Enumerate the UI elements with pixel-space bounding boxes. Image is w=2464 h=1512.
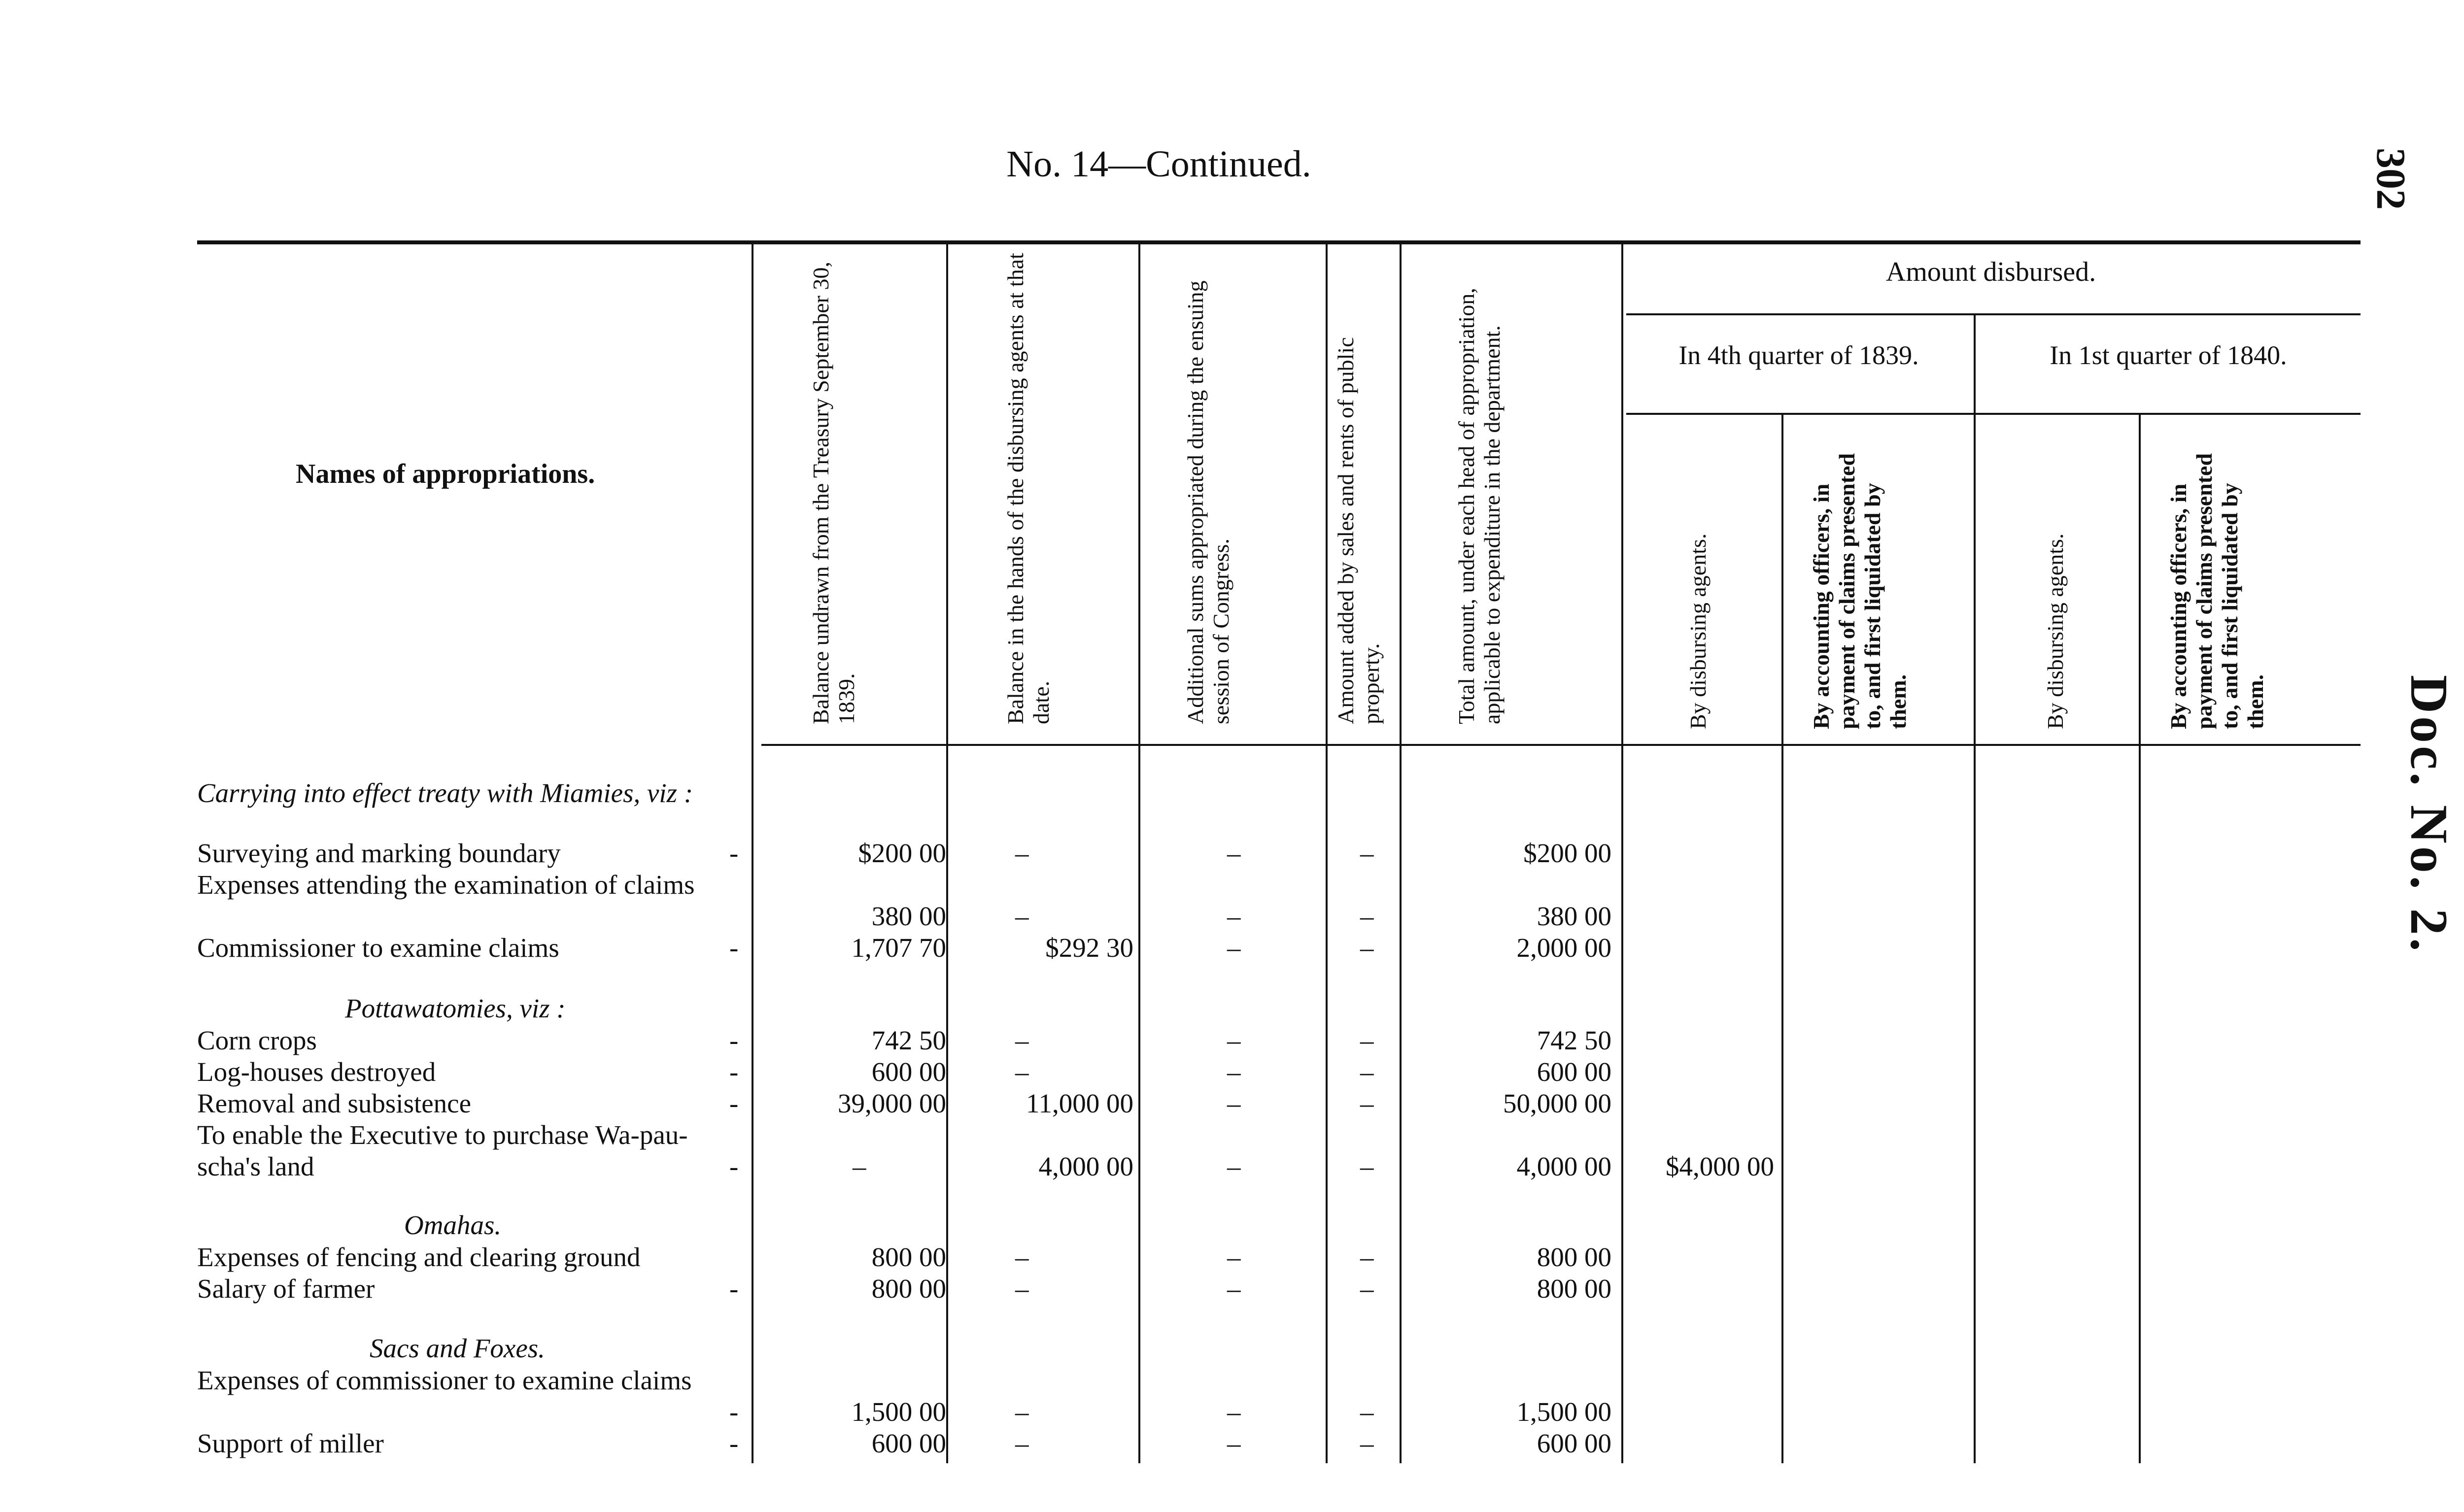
- header-bottom-rule: [761, 744, 2361, 746]
- cell-balance-undrawn: 800 00: [871, 1242, 946, 1272]
- header-balance-undrawn: Balance undrawn from the Treasury September 30, 1839.: [808, 262, 859, 724]
- row-label: To enable the Executive to purchase Wa-pau-scha's land: [197, 1120, 688, 1181]
- section-heading: Pottawatomies, viz :: [345, 993, 566, 1023]
- row-label: Commissioner to examine claims: [197, 933, 559, 963]
- dash: –: [1015, 1242, 1029, 1272]
- section-heading: Sacs and Foxes.: [370, 1333, 545, 1363]
- dash: –: [1360, 1025, 1374, 1055]
- section-heading: Carrying into effect treaty with Miamies, viz :: [197, 778, 693, 808]
- leader: -: [729, 1088, 739, 1118]
- dash: –: [1227, 1151, 1241, 1181]
- row-label: Expenses attending the examination of claims: [197, 870, 695, 900]
- row-label: Support of miller: [197, 1428, 384, 1458]
- dash: –: [1227, 1242, 1241, 1272]
- dash: –: [1227, 1088, 1241, 1118]
- column-divider: [1974, 315, 1976, 1463]
- cell-balance-undrawn: $200 00: [858, 838, 946, 868]
- section-heading: Omahas.: [404, 1210, 502, 1240]
- cell-balance-undrawn: 380 00: [871, 901, 946, 931]
- dash: –: [853, 1151, 866, 1181]
- header-q1-agents: By disbursing agents.: [2043, 533, 2068, 729]
- column-divider: [1326, 241, 1328, 1463]
- dash: –: [1360, 1151, 1374, 1181]
- table-top-rule: [197, 240, 2361, 244]
- cell-balance-undrawn: 800 00: [871, 1274, 946, 1304]
- header-total-amount: Total amount, under each head of appropriation, applicable to expenditure in the department.: [1454, 288, 1505, 724]
- column-divider: [752, 241, 753, 1463]
- document-label: Doc. No. 2.: [2399, 675, 2458, 954]
- amount-disbursed-rule: [1626, 313, 2361, 315]
- dash: –: [1227, 933, 1241, 963]
- column-divider: [1400, 241, 1402, 1463]
- cell-total: 4,000 00: [1516, 1151, 1611, 1181]
- dash: –: [1227, 1428, 1241, 1458]
- header-q4-agents: By disbursing agents.: [1685, 533, 1711, 729]
- header-q1-1840: In 1st quarter of 1840.: [2050, 340, 2287, 370]
- cell-total: 50,000 00: [1503, 1088, 1611, 1118]
- cell-total: $200 00: [1523, 838, 1611, 868]
- cell-q4-agents: $4,000 00: [1666, 1151, 1774, 1181]
- dash: –: [1015, 901, 1029, 931]
- dash: –: [1015, 838, 1029, 868]
- header-balance-agents: Balance in the hands of the disbursing agents at that date.: [1003, 253, 1054, 724]
- dash: –: [1015, 1397, 1029, 1427]
- header-names: Names of appropriations.: [296, 459, 595, 489]
- leader: -: [729, 838, 739, 868]
- leader: -: [729, 1151, 739, 1181]
- column-divider: [1138, 241, 1140, 1463]
- cell-balance-undrawn: 742 50: [871, 1025, 946, 1055]
- cell-total: 600 00: [1537, 1057, 1611, 1087]
- cell-balance-undrawn: 1,500 00: [851, 1397, 946, 1427]
- dash: –: [1227, 1025, 1241, 1055]
- dash: –: [1360, 1274, 1374, 1304]
- cell-balance-agents: $292 30: [1045, 933, 1133, 963]
- cell-total: 2,000 00: [1516, 933, 1611, 963]
- cell-total: 800 00: [1537, 1242, 1611, 1272]
- column-divider: [946, 241, 948, 1463]
- row-label: Corn crops: [197, 1025, 317, 1055]
- dash: –: [1360, 1397, 1374, 1427]
- row-label: Expenses of commissioner to examine claims: [197, 1365, 692, 1395]
- header-sales-rents: Amount added by sales and rents of public property.: [1333, 337, 1384, 724]
- leader: -: [729, 933, 739, 963]
- cell-balance-undrawn: 39,000 00: [838, 1088, 946, 1118]
- cell-total: 800 00: [1537, 1274, 1611, 1304]
- dash: –: [1360, 1088, 1374, 1118]
- leader: -: [729, 1397, 739, 1427]
- cell-balance-agents: 11,000 00: [1026, 1088, 1133, 1118]
- dash: –: [1360, 933, 1374, 963]
- page-number: 302: [2368, 148, 2414, 210]
- row-label: Salary of farmer: [197, 1274, 375, 1304]
- leader: -: [729, 1428, 739, 1458]
- dash: –: [1360, 901, 1374, 931]
- cell-balance-undrawn: 600 00: [871, 1428, 946, 1458]
- cell-balance-agents: 4,000 00: [1038, 1151, 1133, 1181]
- header-q4-1839: In 4th quarter of 1839.: [1678, 340, 1919, 370]
- column-divider: [2139, 414, 2141, 1463]
- dash: –: [1360, 1242, 1374, 1272]
- dash: –: [1015, 1057, 1029, 1087]
- dash: –: [1360, 838, 1374, 868]
- header-amount-disbursed: Amount disbursed.: [1885, 257, 2096, 287]
- cell-total: 742 50: [1537, 1025, 1611, 1055]
- leader: -: [729, 1274, 739, 1304]
- cell-total: 1,500 00: [1516, 1397, 1611, 1427]
- row-label: Log-houses destroyed: [197, 1057, 436, 1087]
- row-label: Expenses of fencing and clearing ground: [197, 1242, 641, 1272]
- column-divider: [1781, 414, 1783, 1463]
- cell-total: 600 00: [1537, 1428, 1611, 1458]
- dash: –: [1227, 838, 1241, 868]
- column-divider: [1621, 241, 1623, 1463]
- leader: -: [729, 1057, 739, 1087]
- dash: –: [1227, 1274, 1241, 1304]
- quarter-rule: [1626, 413, 2361, 415]
- row-label: Surveying and marking boundary: [197, 838, 561, 868]
- dash: –: [1360, 1057, 1374, 1087]
- header-q1-officers: By accounting officers, in payment of claims presented to, and first liquidated by them.: [2166, 453, 2268, 729]
- dash: –: [1015, 1274, 1029, 1304]
- dash: –: [1227, 1397, 1241, 1427]
- dash: –: [1360, 1428, 1374, 1458]
- cell-total: 380 00: [1537, 901, 1611, 931]
- cell-balance-undrawn: 1,707 70: [851, 933, 946, 963]
- dash: –: [1227, 901, 1241, 931]
- cell-balance-undrawn: 600 00: [871, 1057, 946, 1087]
- row-label: Removal and subsistence: [197, 1088, 471, 1118]
- leader: -: [729, 1025, 739, 1055]
- dash: –: [1227, 1057, 1241, 1087]
- header-additional-sums: Additional sums appropriated during the ensuing session of Congress.: [1183, 280, 1233, 724]
- header-q4-officers: By accounting officers, in payment of claims presented to, and first liquidated by them.: [1809, 453, 1911, 729]
- dash: –: [1015, 1025, 1029, 1055]
- dash: –: [1015, 1428, 1029, 1458]
- page-title: No. 14—Continued.: [1006, 143, 1311, 185]
